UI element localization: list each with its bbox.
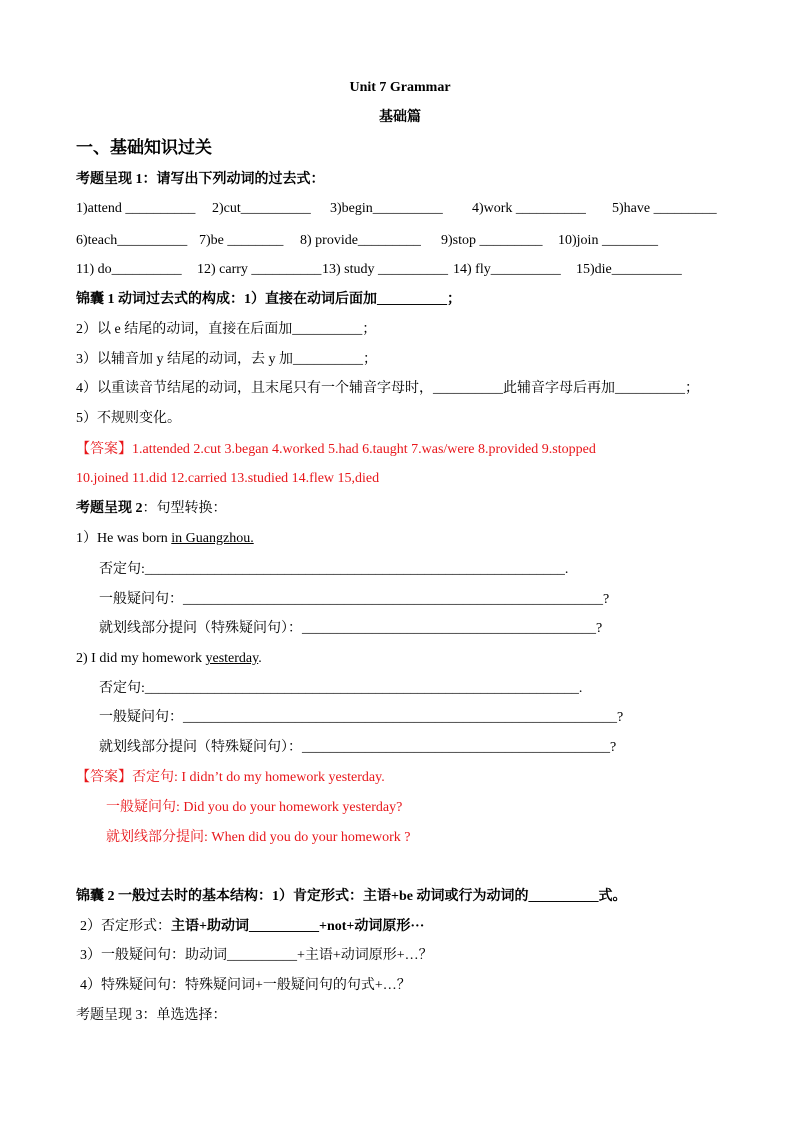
verb-item: 2)cut__________ [212, 201, 311, 216]
verb-item: 14) fly__________ [453, 262, 561, 277]
answer-1-line-1 [76, 441, 596, 459]
answer-text: 1.attended 2.cut 3.began 4.worked 5.had 6.taught 7.was/were 8.provided 9.stopped [132, 442, 596, 457]
tip-2-item-label: 2）否定形式： [80, 919, 171, 934]
verb-row-2 [0, 232, 800, 250]
tip-2-item: 3）一般疑问句：助动词__________+主语+动词原形+…？ [80, 948, 433, 963]
document-subtitle: 基础篇 [379, 110, 421, 125]
answer-text: 否定句: I didn’t do my homework yesterday. [132, 770, 385, 785]
verb-item: 9)stop _________ [441, 233, 543, 248]
negative-sentence-blank: 否定句:____________________________________________________________. [99, 562, 569, 577]
verb-item: 1)attend __________ [76, 201, 196, 216]
sentence-1-text: 1）He was born [76, 531, 172, 546]
general-question-blank: 一般疑问句：______________________________________________________________? [99, 710, 624, 725]
question-2-instruction: ：句型转换： [142, 501, 227, 516]
verb-item: 10)join ________ [558, 233, 658, 248]
tip-1-item: 3）以辅音加 y 结尾的动词，去 y 加__________； [76, 352, 377, 367]
sentence-2 [76, 650, 262, 668]
tip-2-item: 4）特殊疑问句：特殊疑问词+一般疑问句的句式+…？ [80, 978, 411, 993]
special-question-blank: 就划线部分提问（特殊疑问句）：____________________________________________? [99, 740, 617, 755]
general-question-blank: 一般疑问句：____________________________________________________________? [99, 592, 610, 607]
answer-label: 【答案】 [76, 770, 132, 785]
negative-sentence-blank: 否定句:______________________________________________________________. [99, 681, 583, 696]
answer-label: 【答案】 [76, 442, 132, 457]
verb-item: 12) carry __________ [197, 262, 322, 277]
tip-2-item-formula: 主语+助动词__________+not+动词原形··· [171, 919, 425, 934]
verb-row-3 [0, 261, 800, 279]
verb-item: 4)work __________ [472, 201, 586, 216]
tip-1-item: 2）以 e 结尾的动词，直接在后面加__________； [76, 322, 377, 337]
question-1-header: 考题呈现 1：请写出下列动词的过去式： [76, 172, 325, 187]
answer-2-special: 就划线部分提问: When did you do your homework ? [106, 830, 411, 845]
verb-item: 8) provide_________ [300, 233, 421, 248]
verb-row-1 [0, 200, 800, 218]
sentence-2-text: 2) I did my homework [76, 651, 206, 666]
verb-item: 7)be ________ [199, 233, 284, 248]
answer-1-line-2: 10.joined 11.did 12.carried 13.studied 14.flew 15,died [76, 471, 380, 486]
question-2-label: 考题呈现 2 [76, 501, 143, 516]
document-title: Unit 7 Grammar [349, 80, 451, 95]
section-heading: 一、基础知识过关 [76, 138, 212, 157]
verb-item: 15)die__________ [576, 262, 682, 277]
question-3-header: 考题呈现 3：单选选择： [76, 1008, 227, 1023]
sentence-1-underlined: in Guangzhou. [171, 531, 254, 546]
verb-item: 11) do__________ [76, 262, 182, 277]
sentence-2-end: . [258, 651, 262, 666]
answer-2-negative [76, 769, 385, 787]
tip-2-item [80, 918, 424, 936]
tip-2-title: 锦囊 2 一般过去时的基本结构：1）肯定形式：主语+be 动词或行为动词的__________式。 [76, 889, 627, 904]
sentence-1 [76, 530, 254, 548]
special-question-blank: 就划线部分提问（特殊疑问句）：__________________________________________? [99, 621, 603, 636]
question-2-header [76, 500, 227, 518]
verb-item: 5)have _________ [612, 201, 717, 216]
sentence-2-underlined: yesterday [205, 651, 259, 666]
verb-item: 13) study __________ [322, 262, 448, 277]
verb-item: 6)teach__________ [76, 233, 188, 248]
tip-1-item: 5）不规则变化。 [76, 411, 181, 426]
tip-1-item: 4）以重读音节结尾的动词，且末尾只有一个辅音字母时，__________此辅音字母后再加__________； [76, 381, 699, 396]
verb-item: 3)begin__________ [330, 201, 443, 216]
answer-2-general: 一般疑问句: Did you do your homework yesterday? [106, 800, 403, 815]
tip-1-title: 锦囊 1 动词过去式的构成：1）直接在动词后面加__________； [76, 292, 461, 307]
